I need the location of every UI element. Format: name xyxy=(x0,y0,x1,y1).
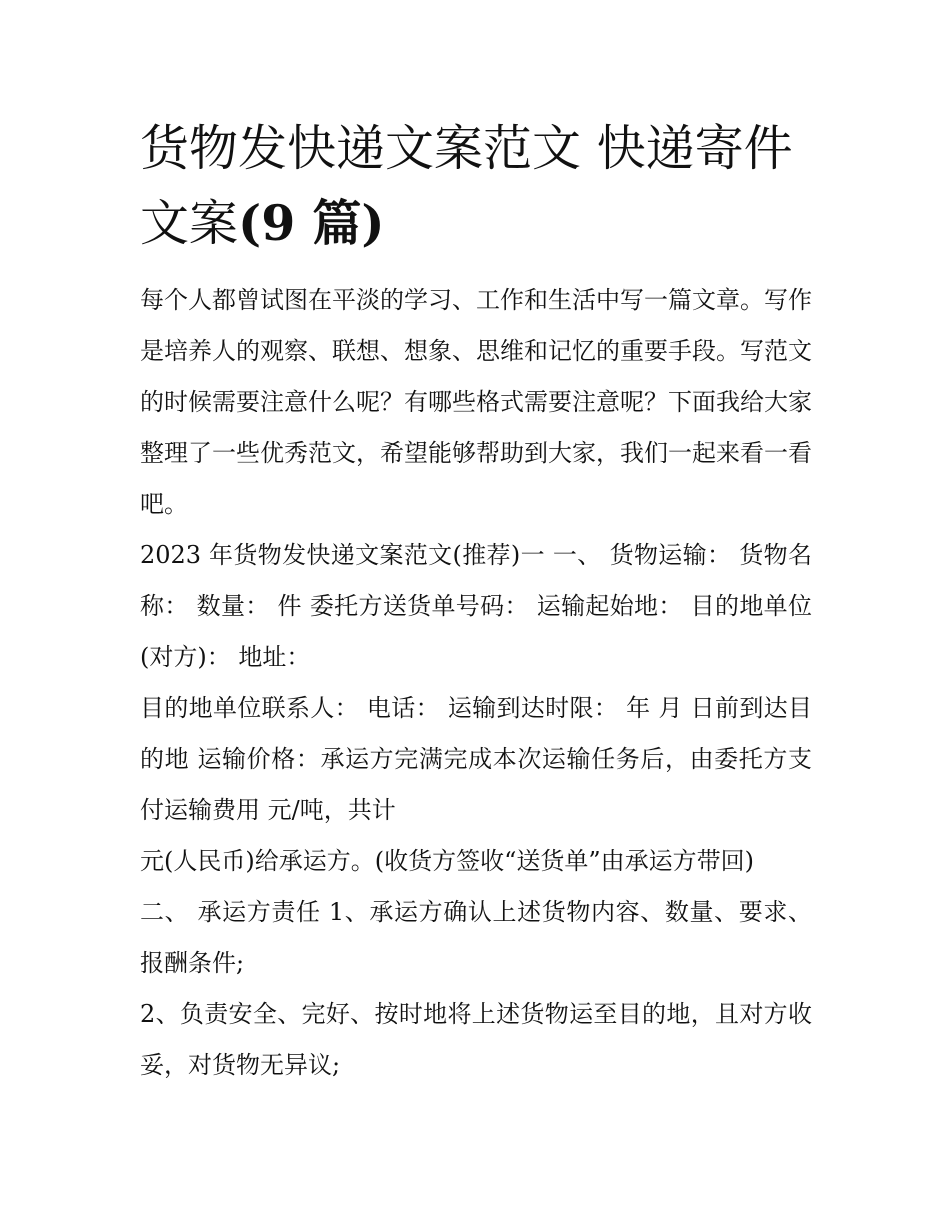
document-title xyxy=(140,112,812,261)
title-suffix: (9 篇) xyxy=(238,194,385,252)
paragraph-intro: 每个人都曾试图在平淡的学习、工作和生活中写一篇文章。写作是培养人的观察、联想、想象、思维和记忆的重要手段。写范文的时候需要注意什么呢？有哪些格式需要注意呢？下面我给大家整理了一些优秀范文，希望能够帮助到大家，我们一起来看一看吧。 xyxy=(140,286,812,518)
title-main: 货物发快递文案范文 快递寄件文案 xyxy=(140,120,793,252)
paragraph-goods-transport: 2023 年货物发快递文案范文(推荐)一 一、 货物运输： 货物名称： 数量： 件 委托方送货单号码： 运输起始地： 目的地单位(对方)： 地址： xyxy=(140,541,812,671)
paragraph-carrier-duty-2: 2、负责安全、完好、按时地将上述货物运至目的地，且对方收妥，对货物无异议; xyxy=(140,1000,812,1079)
paragraph-carrier-duty-1: 二、 承运方责任 1、承运方确认上述货物内容、数量、要求、报酬条件; xyxy=(140,898,812,977)
paragraph-destination-contact: 目的地单位联系人： 电话： 运输到达时限： 年 月 日前到达目的地 运输价格：承运方完满完成本次运输任务后，由委托方支付运输费用 元/吨，共计 xyxy=(140,694,812,824)
paragraph-payment: 元(人民币)给承运方。(收货方签收“送货单”由承运方带回) xyxy=(140,847,754,875)
document-page xyxy=(140,112,812,1091)
